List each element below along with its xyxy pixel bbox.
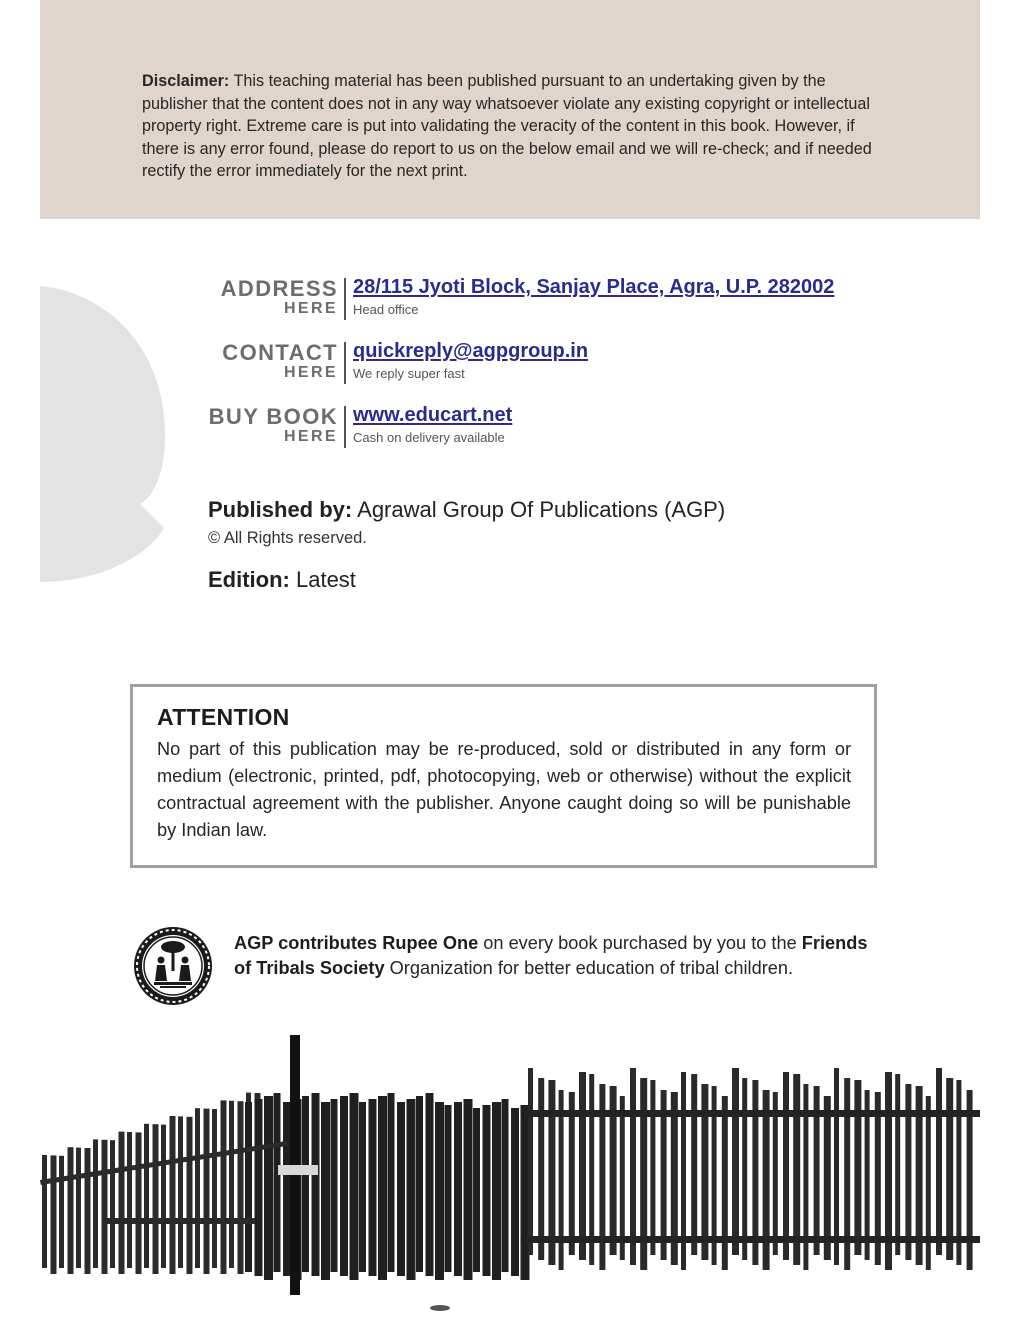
fence-picket: [331, 1099, 338, 1272]
buy-book-label-main: BUY BOOK: [208, 404, 338, 429]
fence-picket: [435, 1102, 444, 1280]
fence-picket: [473, 1108, 480, 1272]
contribution-bold-2: Friends of Tribals Society: [234, 933, 868, 978]
fence-picket: [630, 1068, 636, 1265]
published-by: [208, 497, 725, 523]
fence-picket: [369, 1099, 377, 1276]
fence-picket: [464, 1099, 473, 1280]
fence-picket: [454, 1102, 462, 1276]
address-divider: [344, 278, 346, 320]
fence-picket: [255, 1099, 263, 1276]
fence-picket: [93, 1139, 98, 1268]
address-row: [150, 278, 910, 322]
contact-label: [222, 342, 338, 381]
fence-picket: [221, 1100, 227, 1274]
address-link[interactable]: 28/115 Jyoti Block, Sanjay Place, Agra, U.P. 282002: [353, 276, 835, 298]
fence-picket: [76, 1148, 81, 1268]
website-link[interactable]: www.educart.net: [353, 404, 513, 426]
fence-picket: [195, 1108, 200, 1268]
fence-picket: [350, 1093, 359, 1280]
fence-picket: [59, 1156, 64, 1268]
fence-picket: [620, 1096, 625, 1260]
fence-picket: [359, 1102, 366, 1272]
edition: [208, 567, 356, 593]
fence-picket: [68, 1147, 74, 1274]
fence-picket: [264, 1096, 273, 1280]
address-label: [221, 278, 338, 317]
fence-picket: [238, 1101, 244, 1274]
fence-picket: [321, 1102, 330, 1280]
fence-picket: [742, 1078, 747, 1260]
contact-divider: [344, 342, 346, 384]
fence-picket: [229, 1101, 234, 1268]
fence-picket: [283, 1102, 291, 1276]
fence-picket: [946, 1078, 953, 1260]
edition-label: Edition:: [208, 567, 290, 592]
contact-label-main: CONTACT: [222, 340, 338, 365]
published-by-label: Published by:: [208, 497, 353, 522]
fence-picket: [691, 1074, 697, 1255]
attention-title: ATTENTION: [157, 704, 290, 730]
fence-picket: [161, 1125, 166, 1268]
fence-picket: [245, 1102, 252, 1272]
fence-picket: [936, 1068, 942, 1255]
contribution-text-2: Organization for better education of tribal children.: [384, 957, 794, 978]
fence-picket: [127, 1132, 132, 1268]
fence-picket: [650, 1080, 655, 1255]
fence-picket: [212, 1109, 217, 1268]
fence-picket: [783, 1072, 789, 1260]
fence-picket: [312, 1093, 320, 1276]
fence-picket: [426, 1093, 434, 1276]
fence-picket: [110, 1140, 115, 1268]
disclaimer-text: [142, 70, 892, 183]
fence-picket: [492, 1102, 501, 1280]
fence-picket: [102, 1140, 108, 1274]
fence-picket: [42, 1155, 47, 1268]
fence-picket: [407, 1099, 416, 1280]
fence-picket: [483, 1105, 491, 1276]
fence-picket: [926, 1096, 931, 1270]
contribution-text-1: on every book purchased by you to the: [478, 933, 802, 953]
fence-picket: [722, 1096, 728, 1270]
buy-book-label-sub: HERE: [283, 428, 338, 445]
contact-label-sub: HERE: [283, 364, 338, 381]
fence-picket: [834, 1068, 839, 1265]
contact-row: [150, 342, 910, 386]
rights-reserved: © All Rights reserved.: [208, 529, 367, 547]
buy-book-note: Cash on delivery available: [353, 430, 505, 445]
fence-picket: [204, 1109, 210, 1274]
friends-of-tribals-emblem-icon: [132, 925, 214, 1007]
fence-picket: [895, 1074, 900, 1255]
address-label-main: ADDRESS: [220, 276, 338, 301]
contribution-text: [234, 931, 884, 980]
edition-value: Latest: [289, 567, 356, 592]
fence-picket: [538, 1078, 544, 1260]
fence-picket: [416, 1096, 423, 1272]
fence-picket: [274, 1093, 281, 1272]
fence-picket: [528, 1068, 533, 1255]
fence-picket: [136, 1132, 142, 1274]
fence-picket: [302, 1096, 309, 1272]
disclaimer-band: [40, 0, 980, 219]
fence-picket: [378, 1096, 387, 1280]
fence-picket: [170, 1116, 176, 1274]
fence-picket: [388, 1093, 395, 1272]
fence-picket: [153, 1124, 159, 1274]
address-note: Head office: [353, 302, 419, 317]
fence-picket: [119, 1132, 125, 1274]
disclaimer-label: Disclaimer:: [142, 72, 230, 90]
disclaimer-body: This teaching material has been published pursuant to an undertaking given by the publisher that the content does not in any way whatsoever violate any existing copyright or intellectual property right. Extreme care is put into validating the veracity of the content in this book. However, if there is any error found, please do report to us on the below email and we will re-check; and if needed rectify the error immediately for the next print.: [142, 72, 872, 180]
fence-picket: [854, 1080, 861, 1255]
attention-body: No part of this publication may be re-produced, sold or distributed in any form or medium (electronic, printed, pdf, photocopying, web or otherwise) without the explicit contractual agreement with the publisher. Anyone caught doing so will be punishable by Indian law.: [157, 739, 851, 840]
fence-picket: [178, 1116, 183, 1268]
buy-book-row: [150, 406, 910, 450]
buy-book-divider: [344, 406, 346, 448]
attention-box: [130, 684, 877, 868]
fence-picket: [732, 1068, 739, 1255]
fence-picket: [511, 1108, 519, 1276]
fence-picket: [85, 1148, 91, 1274]
fence-picket: [445, 1105, 452, 1272]
buy-book-label: [209, 406, 338, 445]
fence-picket: [340, 1096, 348, 1276]
contribution-bold-1: AGP contributes Rupee One: [234, 933, 479, 953]
address-label-sub: HERE: [283, 300, 338, 317]
contact-note: We reply super fast: [353, 366, 465, 381]
fence-picket: [187, 1117, 193, 1274]
fence-picket: [579, 1072, 586, 1260]
fence-picket: [824, 1096, 831, 1260]
fence-picket: [51, 1155, 57, 1274]
fence-illustration: [40, 1030, 980, 1320]
fence-picket: [144, 1124, 149, 1268]
email-link[interactable]: quickreply@agpgroup.in: [353, 340, 589, 362]
fence-picket: [502, 1099, 509, 1272]
publisher-name: Agrawal Group Of Publications (AGP): [352, 497, 726, 522]
fence-picket: [397, 1102, 405, 1276]
